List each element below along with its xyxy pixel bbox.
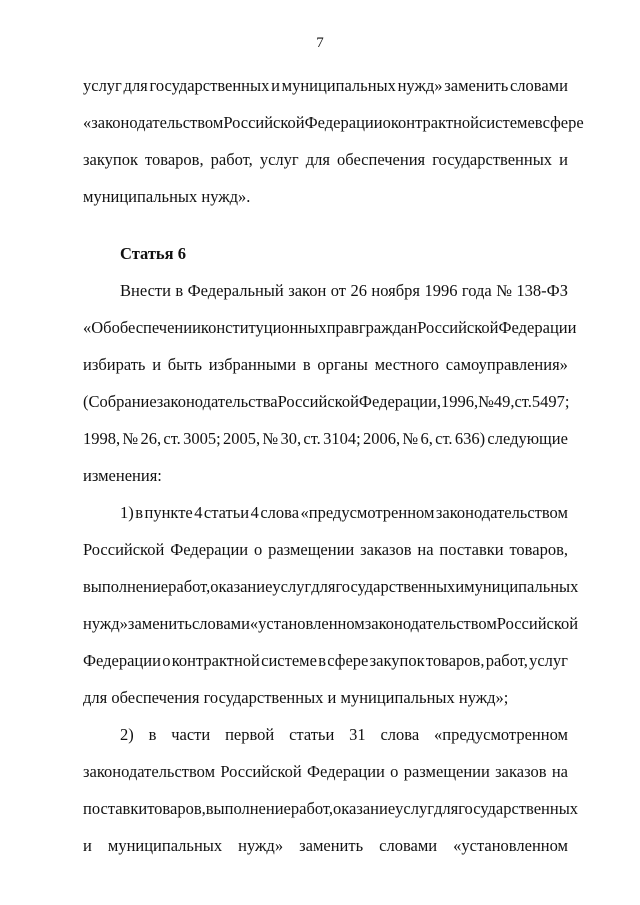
word: обеспечения [337,150,426,169]
word: 5497; [531,392,570,411]
word: Федеральный [187,281,284,300]
word: муниципальных [281,76,396,95]
article-heading: Статья 6 [120,244,186,263]
word: «предусмотренном [300,503,435,522]
word: Российской [220,762,302,781]
word: заменить [299,836,364,855]
word: о [390,762,399,781]
text-line [83,76,568,96]
word: первой [225,725,275,744]
word: 4 [250,503,259,522]
word: для [305,150,330,169]
word: размещении [268,540,355,559]
word: и [83,836,92,855]
word: о [162,651,171,670]
word: услуг [529,651,568,670]
word: Российской [83,540,165,559]
word: Внести [120,281,171,300]
word: для [311,577,336,596]
word: словами [191,614,250,633]
word: 26, [140,429,162,448]
word: поставки [439,540,504,559]
word: о [382,113,391,132]
text-line [83,429,568,449]
text-line [120,503,568,523]
word: статьи [203,503,250,522]
word: о [253,540,263,559]
word: граждан [358,318,418,337]
word: контрактной [171,651,260,670]
word: заказов [360,540,412,559]
word: «предусмотренном [434,725,568,744]
word: 6, [420,429,433,448]
word: Федерации, [358,392,441,411]
word: в [534,113,543,132]
word: сфере [542,113,584,132]
word: от [330,281,346,300]
word: 3104; [323,429,361,448]
word: 1) [120,503,134,522]
word: работ, [210,150,253,169]
word: № [122,429,139,448]
word: оказание [210,577,273,596]
word: Федерации [304,113,383,132]
word: законодательства [156,392,278,411]
word: 1998, [83,429,121,448]
word: 2005, [223,429,261,448]
word: государственных [458,799,579,818]
word: Федерации [170,540,249,559]
text-line [83,150,568,170]
text-line [83,762,568,782]
word: нужд» [238,836,284,855]
word: в [175,281,184,300]
word: товаров, [147,799,206,818]
text-line: для обеспечения государственных и муниципальных нужд»; [83,688,509,707]
word: словами [509,76,568,95]
word: 3005; [183,429,221,448]
word: органы [317,355,368,374]
word: № [402,429,419,448]
text-line [83,318,577,338]
word: и [559,150,568,169]
word: в [318,651,326,670]
word: «Об [83,318,112,337]
word: слова [260,503,300,522]
text-line [83,355,568,375]
word: избирать [83,355,146,374]
page-number: 7 [316,35,324,51]
word: «законодательством [83,113,224,132]
text-line [83,651,568,671]
word: следующие [487,429,568,448]
word: работ, [485,651,528,670]
word: муниципальных [464,577,579,596]
text-line [120,281,568,301]
word: ст. [435,429,453,448]
text-line [83,799,579,819]
word: закупок [369,651,425,670]
word: законодательством [364,614,497,633]
word: работ, [168,577,211,596]
word: системе [479,113,535,132]
word: товаров, [425,651,485,670]
word: выполнение [83,577,169,596]
word: сфере [327,651,369,670]
word: Российской [223,113,305,132]
word: № [478,392,494,411]
word: 30, [280,429,302,448]
word: оказание [332,799,396,818]
word: части [171,725,211,744]
word: 636) [454,429,486,448]
word: услуг [259,150,299,169]
word: 1996, [440,392,479,411]
word: избранными [208,355,297,374]
text-line [83,836,568,856]
word: Российской [277,392,359,411]
word: услуг [395,799,434,818]
word: законодательством [83,762,216,781]
word: № [262,429,279,448]
word: системе [261,651,317,670]
word: словами [379,836,438,855]
word: 1996 [424,281,458,300]
word: в [135,503,144,522]
word: и [271,76,280,95]
word: заказов [495,762,547,781]
word: контрактной [390,113,479,132]
word: (Собрание [83,392,157,411]
word: услуг [272,577,312,596]
word: 4 [194,503,203,522]
word: закупок [83,150,138,169]
word: нужд» [83,614,128,633]
word: товаров, [145,150,204,169]
text-line: муниципальных нужд». [83,187,251,206]
word: на [551,762,568,781]
word: заменить [444,76,509,95]
text-line [83,113,584,133]
word: в [148,725,157,744]
word: товаров, [509,540,568,559]
text-line [83,392,568,412]
word: в [302,355,311,374]
word: Федерации [498,318,577,337]
word: выполнение [205,799,291,818]
word: ст. [514,392,532,411]
word: быть [167,355,202,374]
word: муниципальных [107,836,223,855]
word: услуг [83,76,122,95]
word: прав [326,318,359,337]
word: Федерации [306,762,385,781]
word: пункте [144,503,193,522]
word: 2) [120,725,134,744]
word: государственных [149,76,270,95]
word: закон [288,281,327,300]
word: работ, [290,799,333,818]
word: заменить [127,614,192,633]
word: «установленном [249,614,365,633]
word: 26 [350,281,367,300]
word: Российской [417,318,499,337]
word: на [417,540,434,559]
text-line [83,614,579,634]
word: обеспечении [111,318,201,337]
word: для [433,799,459,818]
text-line [120,725,568,745]
word: местного [374,355,439,374]
word: для [123,76,148,95]
word: самоуправления» [445,355,568,374]
word: конституционных [200,318,327,337]
text-line: изменения: [83,466,162,485]
word: ноября [371,281,420,300]
word: размещении [403,762,490,781]
word: государственных [335,577,456,596]
word: статьи [289,725,335,744]
word: и [152,355,162,374]
word: 138-ФЗ [516,281,568,300]
word: года [461,281,492,300]
word: нужд» [397,76,443,95]
word: Российской [496,614,579,633]
word: и [455,577,465,596]
word: «установленном [453,836,568,855]
word: законодательством [435,503,568,522]
word: ст. [163,429,181,448]
word: государственных [432,150,553,169]
word: 31 [349,725,366,744]
word: слова [380,725,420,744]
word: 49, [493,392,515,411]
word: поставки [83,799,148,818]
word: № [496,281,512,300]
text-line [83,540,568,560]
word: 2006, [363,429,401,448]
word: ст. [303,429,321,448]
word: Федерации [83,651,161,670]
text-line [83,577,579,597]
